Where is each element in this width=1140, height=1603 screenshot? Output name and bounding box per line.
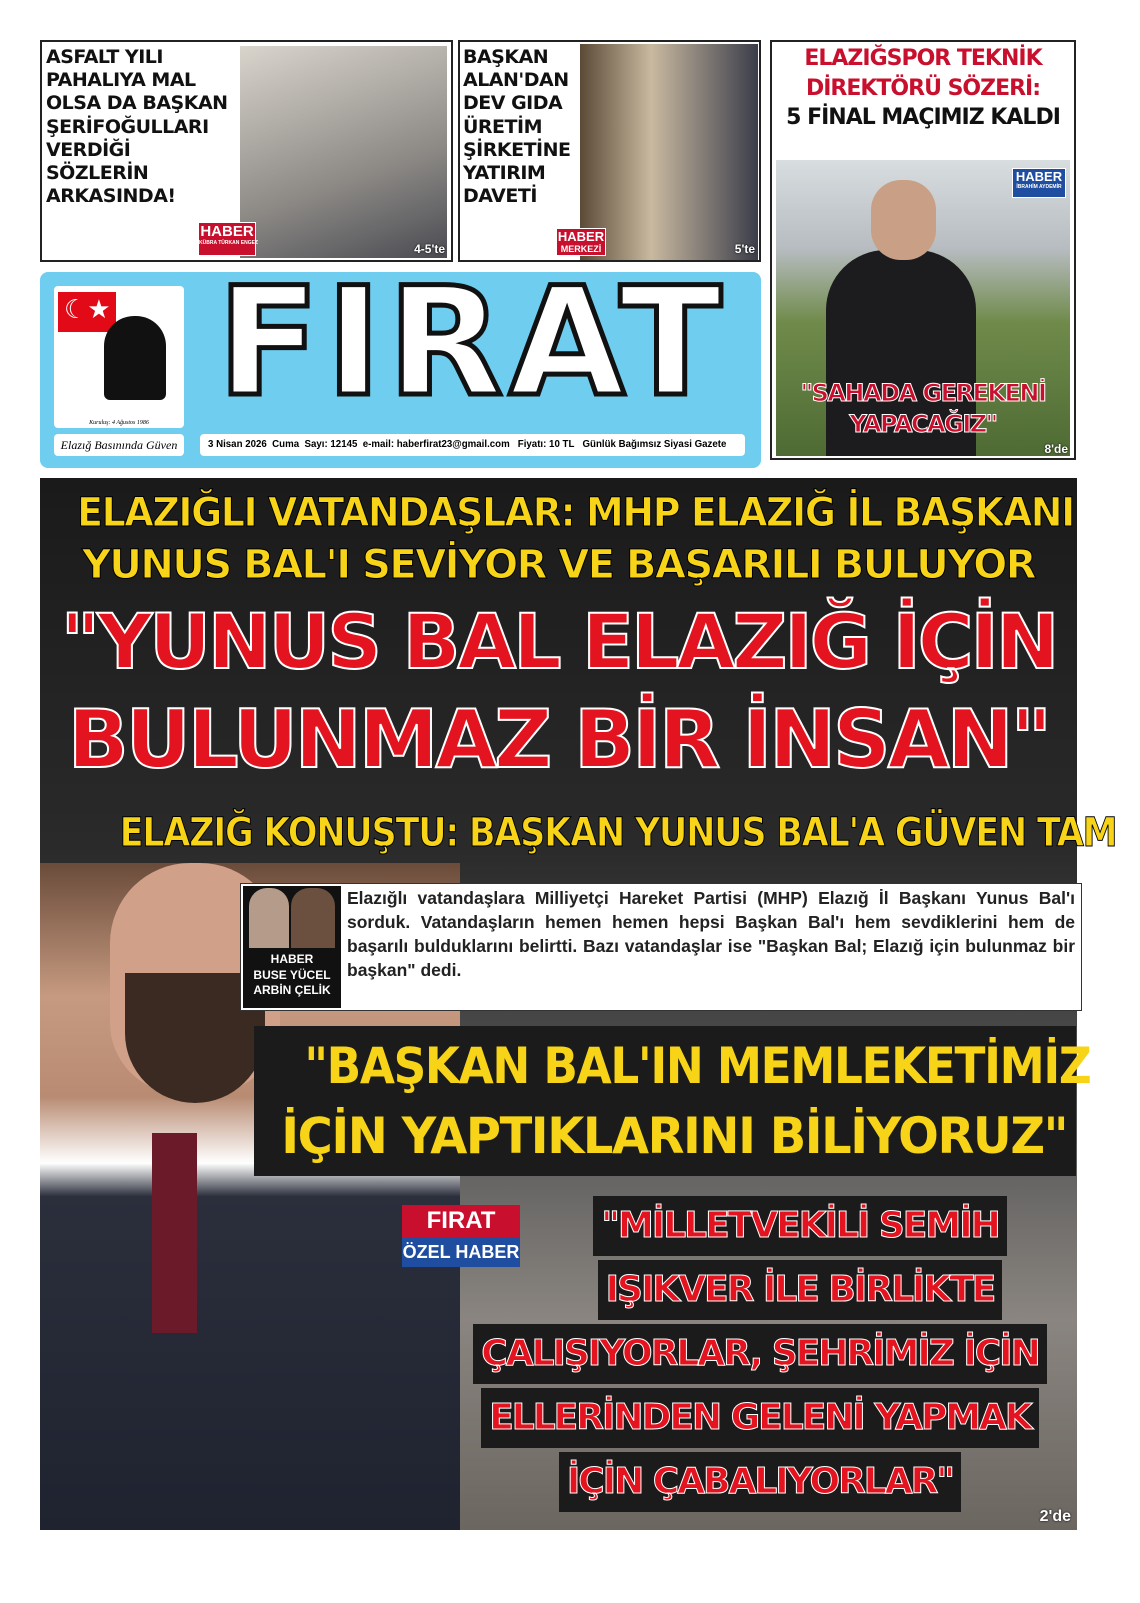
price: Fiyatı: 10 TL (517, 439, 575, 450)
page-ref: 4-5'te (414, 242, 445, 256)
headline-line: ŞİRKETİNE (463, 138, 571, 161)
story-headline (463, 46, 577, 208)
headline-line: DAVETİ (463, 185, 537, 208)
quote-line: IŞIKVER İLE BİRLİKTE (598, 1260, 1003, 1320)
mayor-photo (240, 46, 447, 258)
story-asfalt[interactable] (40, 40, 453, 262)
politician-tie (152, 1133, 197, 1333)
badge-brand: FIRAT (402, 1205, 520, 1237)
reporter-name: İBRAHİM AYDEMİR (1016, 184, 1062, 190)
reporter-name: BUSE YÜCEL (253, 967, 331, 982)
founded-date: Kuruluş: 4 Ağustos 1986 (89, 420, 149, 426)
reporter-photo (249, 888, 289, 948)
page-ref: 2'de (1039, 1508, 1071, 1525)
headline-line: ASFALT YILI (46, 46, 163, 68)
headline-line: ÜRETİM (463, 115, 542, 138)
coach-quote (776, 378, 1070, 440)
headline-line: 5 FİNAL MAÇIMIZ KALDI (786, 105, 1060, 131)
ataturk-emblem (54, 286, 184, 428)
headline-line: YATIRIM (463, 161, 546, 184)
lead-box (240, 883, 1082, 1011)
haber-badge (1012, 168, 1066, 198)
quote-line: ÇALIŞIYORLAR, ŞEHRİMİZ İÇİN (473, 1324, 1046, 1384)
haber-badge (198, 222, 256, 256)
headline-line: DİREKTÖRÜ SÖZERİ: (805, 75, 1041, 101)
newspaper-title: FIRAT (217, 268, 728, 428)
byline (243, 952, 341, 999)
reporter-name: ARBİN ÇELİK (253, 983, 331, 998)
byline-label: HABER (270, 952, 314, 966)
headline-line: ALAN'DAN (463, 69, 569, 92)
quote-line: İÇİN ÇABALIYORLAR" (559, 1452, 961, 1512)
quote-line: "SAHADA GEREKENİ (800, 379, 1046, 407)
headline-line: ARKASINDA! (46, 185, 176, 208)
quote-line: "MİLLETVEKİLİ SEMİH (593, 1196, 1006, 1256)
meeting-photo (580, 44, 758, 260)
lead-paragraph: Elazığlı vatandaşlara Milliyetçi Hareket Partisi (MHP) Elazığ İl Başkanı Yunus Bal'ı sorduk. Vatandaşların hemen hemen hepsi Başkan Bal'ı hem sevdiklerini hem de başarılı bulduklarını belirtti. Bazı vatandaşlar ise "Başkan Bal; Elazığ için bulunmaz bir başkan" dedi. (347, 888, 1075, 980)
reporter-name: KÜBRA TÜRKAN ENGEZ (199, 240, 258, 246)
story-headline (46, 46, 238, 208)
tagline: Günlük Bağımsız Siyasi Gazete (582, 439, 727, 450)
ozel-haber-badge (402, 1205, 520, 1269)
main-headline-2: BULUNMAZ BİR İNSAN" (67, 693, 1050, 786)
story-gida[interactable] (458, 40, 761, 262)
story-elazigspor[interactable] (770, 40, 1076, 460)
ataturk-silhouette (104, 316, 166, 400)
story-headline (776, 44, 1070, 133)
quote2-block-lower (450, 1324, 1070, 1516)
headline-line: BAŞKAN (463, 46, 549, 68)
email-link[interactable]: e-mail: haberfirat23@gmail.com (362, 439, 510, 450)
badge-label: ÖZEL HABER (402, 1237, 520, 1267)
badge-label: HABER (557, 229, 605, 244)
headline-line: PAHALIYA MAL (46, 69, 196, 92)
quote-line: İÇİN YAPTIKLARINI BİLİYORUZ" (281, 1107, 1068, 1165)
headline-line: SÖZLERİN (46, 161, 149, 184)
masthead-info (200, 434, 745, 456)
turkish-flag-icon: ☾★ (58, 292, 116, 332)
sub-headline: ELAZIĞ KONUŞTU: BAŞKAN YUNUS BAL'A GÜVEN TAM (119, 810, 1117, 856)
issue-day: Cuma (272, 439, 300, 450)
quote-line: "BAŞKAN BAL'IN MEMLEKETİMİZ (304, 1037, 1091, 1095)
masthead (40, 268, 761, 468)
headline-line: VERDİĞİ (46, 138, 131, 161)
headline-line: ELAZIĞSPOR TEKNİK (804, 46, 1042, 71)
quote-line: YAPACAĞIZ" (849, 410, 997, 439)
kicker-line-1: ELAZIĞLI VATANDAŞLAR: MHP ELAZIĞ İL BAŞKANI (77, 490, 1074, 536)
issue-number: Sayı: 12145 (304, 439, 358, 450)
slogan: Elazığ Basınında Güven (54, 434, 184, 456)
badge-label: HABER (200, 223, 254, 240)
page-ref: 5'te (734, 242, 755, 256)
haber-badge (556, 228, 606, 256)
quote-line: ELLERİNDEN GELENİ YAPMAK (481, 1388, 1039, 1448)
masthead-info-line (208, 434, 726, 456)
headline-line: OLSA DA BAŞKAN (46, 92, 228, 115)
quote2-block (530, 1196, 1070, 1324)
page-ref: 8'de (1044, 442, 1068, 456)
reporter-photo (291, 888, 335, 948)
quote1-box (254, 1026, 1091, 1176)
main-headline-1: "YUNUS BAL ELAZIĞ İÇİN (60, 597, 1057, 686)
byline-box (243, 886, 341, 1008)
coach-face (871, 180, 936, 260)
reporter-name: MERKEZİ (560, 244, 602, 254)
issue-date: 3 Nisan 2026 (208, 439, 267, 450)
headline-line: DEV GIDA (463, 92, 563, 115)
main-story[interactable] (40, 478, 1117, 1530)
headline-line: ŞERİFOĞULLARI (46, 115, 209, 138)
kicker-line-2: YUNUS BAL'I SEVİYOR VE BAŞARILI BULUYOR (81, 542, 1036, 588)
badge-label: HABER (1015, 169, 1063, 184)
